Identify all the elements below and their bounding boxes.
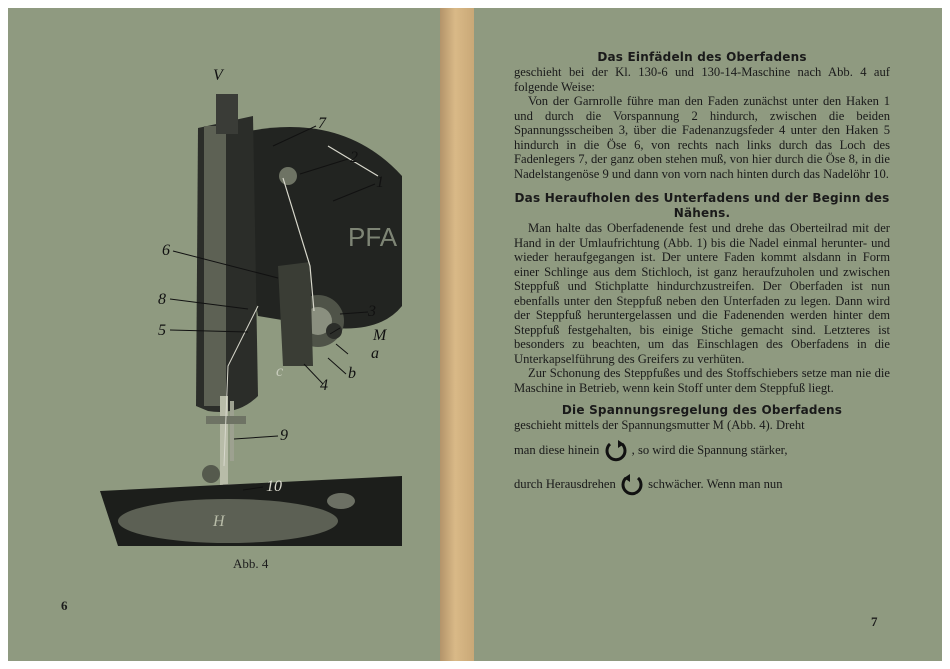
left-page: [8, 8, 440, 661]
heading-spannungsregelung: Die Spannungsregelung des Oberfadens: [561, 403, 843, 417]
label-8: 8: [158, 291, 166, 308]
label-v: V: [213, 67, 223, 84]
right-page: [474, 8, 942, 661]
text-hinein: man diese hinein: [514, 442, 600, 457]
label-a: a: [371, 345, 379, 362]
section3-line-hinein: [514, 437, 890, 463]
label-7: 7: [318, 115, 326, 132]
text-staerker: , so wird die Spannung stärker,: [631, 442, 788, 457]
sewing-machine-illustration: [78, 66, 402, 546]
text-herausdrehen: durch Herausdrehen: [514, 476, 616, 491]
label-4: 4: [320, 377, 328, 394]
label-5: 5: [158, 322, 166, 339]
label-2: 2: [350, 149, 358, 166]
label-9: 9: [280, 427, 288, 444]
book-spread: [8, 8, 942, 661]
section3-lead: geschieht mittels der Spannungsmutter M (Abb. 4). Dreht: [514, 418, 805, 432]
page-number-left: 6: [61, 598, 68, 613]
heading-unterfaden: Das Heraufholen des Unterfadens und der Beginn des Nähens.: [514, 191, 890, 220]
label-c: c: [276, 363, 284, 380]
brand-text: PFA: [348, 222, 398, 252]
label-6: 6: [162, 242, 170, 259]
label-m: M: [373, 327, 387, 344]
page-number-right: 7: [871, 614, 878, 629]
text-column: [514, 50, 890, 497]
heading-oberfaden-einfaedeln: Das Einfädeln des Oberfadens: [597, 50, 807, 64]
section2-body2: Zur Schonung des Steppfußes und des Stoffschiebers setze man nie die Maschine in Betrieb, wenn kein Stoff unter dem Steppfuß liegt.: [514, 366, 890, 395]
section1-body: Von der Garnrolle führe man den Faden zunächst unter den Haken 1 und durch die Vorspannung 2 hindurch, zwischen die beiden Spannungsscheiben 3, über die Fadenanzugsfeder 4 unter den Haken 5 hindurch in die Öse 6, von rechts nach links durch das Loch des Fadenlegers 7, der ganz oben stehen muß, von hier durch die Öse 8, in die Nadelstangenöse 9 und dann von vorn nach hinten durch das Nadelöhr 10.: [514, 94, 890, 181]
section1-lead: geschieht bei der Kl. 130-6 und 130-14-Maschine nach Abb. 4 auf folgende Weise:: [514, 65, 890, 94]
counterclockwise-arrow-icon: [619, 473, 645, 497]
section3-line-heraus: [514, 471, 890, 497]
label-10: 10: [266, 478, 282, 495]
gutter: [440, 8, 474, 661]
label-1: 1: [376, 174, 384, 191]
label-b: b: [348, 365, 356, 382]
clockwise-arrow-icon: [603, 439, 629, 463]
sewing-machine-drawing: [78, 66, 402, 546]
section2-body1: Man halte das Oberfadenende fest und drehe das Oberteilrad mit der Hand in der Umlaufrichtung (Abb. 1) bis die Nadel einmal herunter- und wieder heraufgegangen ist. Der untere Faden kommt alsdann in Form einer Schlinge aus dem Stichloch, ist ganz heraufzuholen und zwischen Steppfuß und Stichplatte hindurchzustreifen. Der Oberfaden ist nun ebenfalls unter den Steppfuß neben den Unterfaden zu legen. Dann wird der Steppfuß heruntergelassen und die Fadenenden werden hinter dem Steppfuß festgehalten, bis einige Stiche gemacht sind. Letzteres ist besonders zu beachten, um das Einschlagen des Oberfadens in die Unterkapselführung des Greifers zu verhüten.: [514, 221, 890, 366]
label-h: H: [213, 513, 225, 530]
label-3: 3: [368, 303, 376, 320]
text-schwaecher: schwächer. Wenn man nun: [648, 476, 783, 491]
figure-caption: Abb. 4: [233, 556, 269, 571]
